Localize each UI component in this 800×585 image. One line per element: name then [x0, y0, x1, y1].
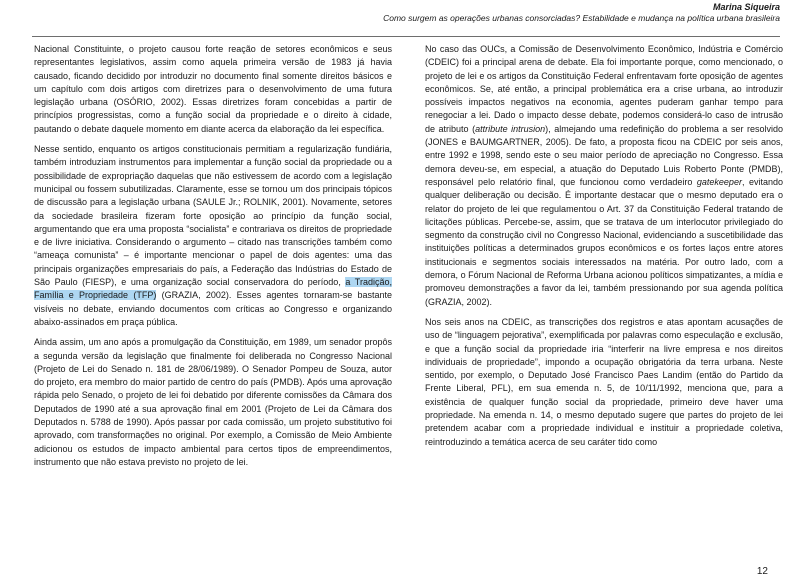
paragraph: [34, 143, 392, 329]
paragraph-text: , evitando qualquer deliberação ou decisão. É importante destacar que o mesmo deputado era o relator do projeto de lei que regulamentou o Art. 37 da Constituição Federal tratando de licitações públicas. Percebe-se, assim, que se tratava de um interlocutor privilegiado do segmento da construção civil no Congresso Nacional, evidenciando a suscetibilidade das instituições políticas a determinados grupos econômicos e os fortes laços entre atores institucionais e segmentos sociais interessados na matéria. Por outro lado, com a demora, o Fórum Nacional de Reforma Urbana acionou políticos simpatizantes, a mídia e promoveu demonstrações a favor da lei, também pressionando por sua agenda política (GRAZIA, 2002).: [425, 176, 784, 307]
italic-term: attribute intrusion: [475, 123, 546, 134]
paragraph-text: ), almejando uma redefinição do problema a ser resolvido (JONES e BAUMGARTNER, 2005). De fato, a proposta ficou na CDEIC por seis anos, entre 1992 e 1998, sendo este o seu maior período de apreciação no Congresso. Essa demora deveu-se, em especial, a atuação do Deputado Luis Roberto Ponte (PMDB), responsável pelo relatório final, que funcionou como verdadeiro: [425, 123, 784, 187]
page-number: 12: [756, 566, 768, 577]
paragraph-text: (GRAZIA, 2002). Esses agentes tornaram-se bastante visíveis no debate, enviando documentos com críticas ao Congresso e organizando abaixo-assinados em praça pública.: [34, 290, 392, 327]
running-header: [383, 2, 780, 24]
left-column: [34, 43, 392, 476]
paragraph: Nos seis anos na CDEIC, as transcrições dos registros e atas apontam acusações de uso de “linguagem pejorativa”, exemplificada por palavras como especulação e exclusão, e que a função social da propriedade iria “interferir na livre empresa e nos direitos individuais de propriedade”, impondo a ocupação obrigatória da terra urbana. Neste sentido, por exemplo, o Deputado José Francisco Paes Landim (então do Partido da Frente Liberal, PFL), em sua emenda n. 5, de 10/11/1992, menciona que, para a existência de qualquer função social da propriedade, primeiro deve haver uma propriedade. Na emenda n. 14, o mesmo deputado sugere que partes do projeto de lei pretendem acabar com a propriedade individual e instituir a propriedade coletiva, reintroduzindo a temática acerca de seu caráter tido como: [425, 316, 783, 447]
right-column: [425, 43, 783, 456]
paragraph: [425, 43, 783, 309]
italic-term: gatekeeper: [696, 176, 742, 187]
paragraph-text: Nesse sentido, enquanto os artigos constitucionais permitiam a regularização fundiária, também introduziam instrumentos para implementar a função social da propriedade ou a possibilidade de expropriação daquelas que não estivessem de acordo com a legislação municipal ou fossem subutilizadas. Claramente, esse se tornou um dos principais tópicos de discussão para a legislação urbana (SAULE Jr.; ROLNIK, 2001). Novamente, setores da sociedade brasileira fizeram forte oposição ao princípio da função social, argumentando que era uma proposta “socialista” e contrariava os direitos de propriedade e de livre iniciativa. Considerando o argumento – citado nas transcrições também como “ameaça comunista” – é importante mencionar o papel de dois agentes: uma das principais organizações empresariais do país, a Federação das Indústrias do Estado de São Paulo (FIESP), e uma organização social conservadora do período,: [34, 144, 392, 288]
paragraph: Nacional Constituinte, o projeto causou forte reação de setores econômicos e seus representantes legislativos, assim como aquela primeira versão de 1983 já havia causado, ficando decidido por introduzir no documento final somente direitos básicos e um capítulo com dois artigos com diretrizes para o desenvolvimento de uma futura legislação urbana (OSÓRIO, 2002). Essas diretrizes foram concebidas a partir de princípios progressistas, como a função social da propriedade e o direito à cidade, pautando o debate daquele momento em diante acerca da elaboração da lei específica.: [34, 44, 392, 134]
header-author: Marina Siqueira: [712, 2, 780, 12]
header-divider: [32, 36, 780, 37]
header-subtitle: Como surgem as operações urbanas consorciadas? Estabilidade e mudança na política urbana brasileira: [383, 13, 780, 23]
paragraph: Ainda assim, um ano após a promulgação da Constituição, em 1989, um senador propôs a segunda versão da legislação que finalmente foi deliberada no Congresso Nacional (Projeto de Lei do Senado n. 181 de 28/06/1989). O Senador Pompeu de Souza, autor do projeto, era membro do maior partido de centro do país (PMDB). Após uma aprovação rápida pelo Senado, o projeto de lei foi debatido por diferente comissões da Câmara dos Deputados de 1990 até a sua aprovação final em 2001 (Projeto de Lei da Câmara dos Deputados n. 5788 de 1990). Após passar por cada comissão, um projeto substitutivo foi aprovado, com transformações no original. Por exemplo, a Comissão de Meio Ambiente adicionou os estudos de impacto ambiental para certos tipos de empreendimentos, instrumento que não estava previsto no projeto de lei.: [34, 337, 392, 467]
highlighted-text: a Tradição, Família e Propriedade (TFP): [34, 277, 392, 301]
paragraph-text: No caso das OUCs, a Comissão de Desenvolvimento Econômico, Indústria e Comércio (CDEIC) foi a principal arena de debate. Ela foi importante porque, como mencionado, o projeto de lei e os artigos da Constituição Federal enfrentavam forte oposição de agentes econômicos. Se, até então, a principal problemática era a crise urbana, ao introduzir possíveis impactos negativos na economia, agentes puderam ganhar tempo para renegociar a lei. Dado o impacto desse debate, podemos considerá-lo caso de intrusão de atributo (: [425, 44, 783, 134]
